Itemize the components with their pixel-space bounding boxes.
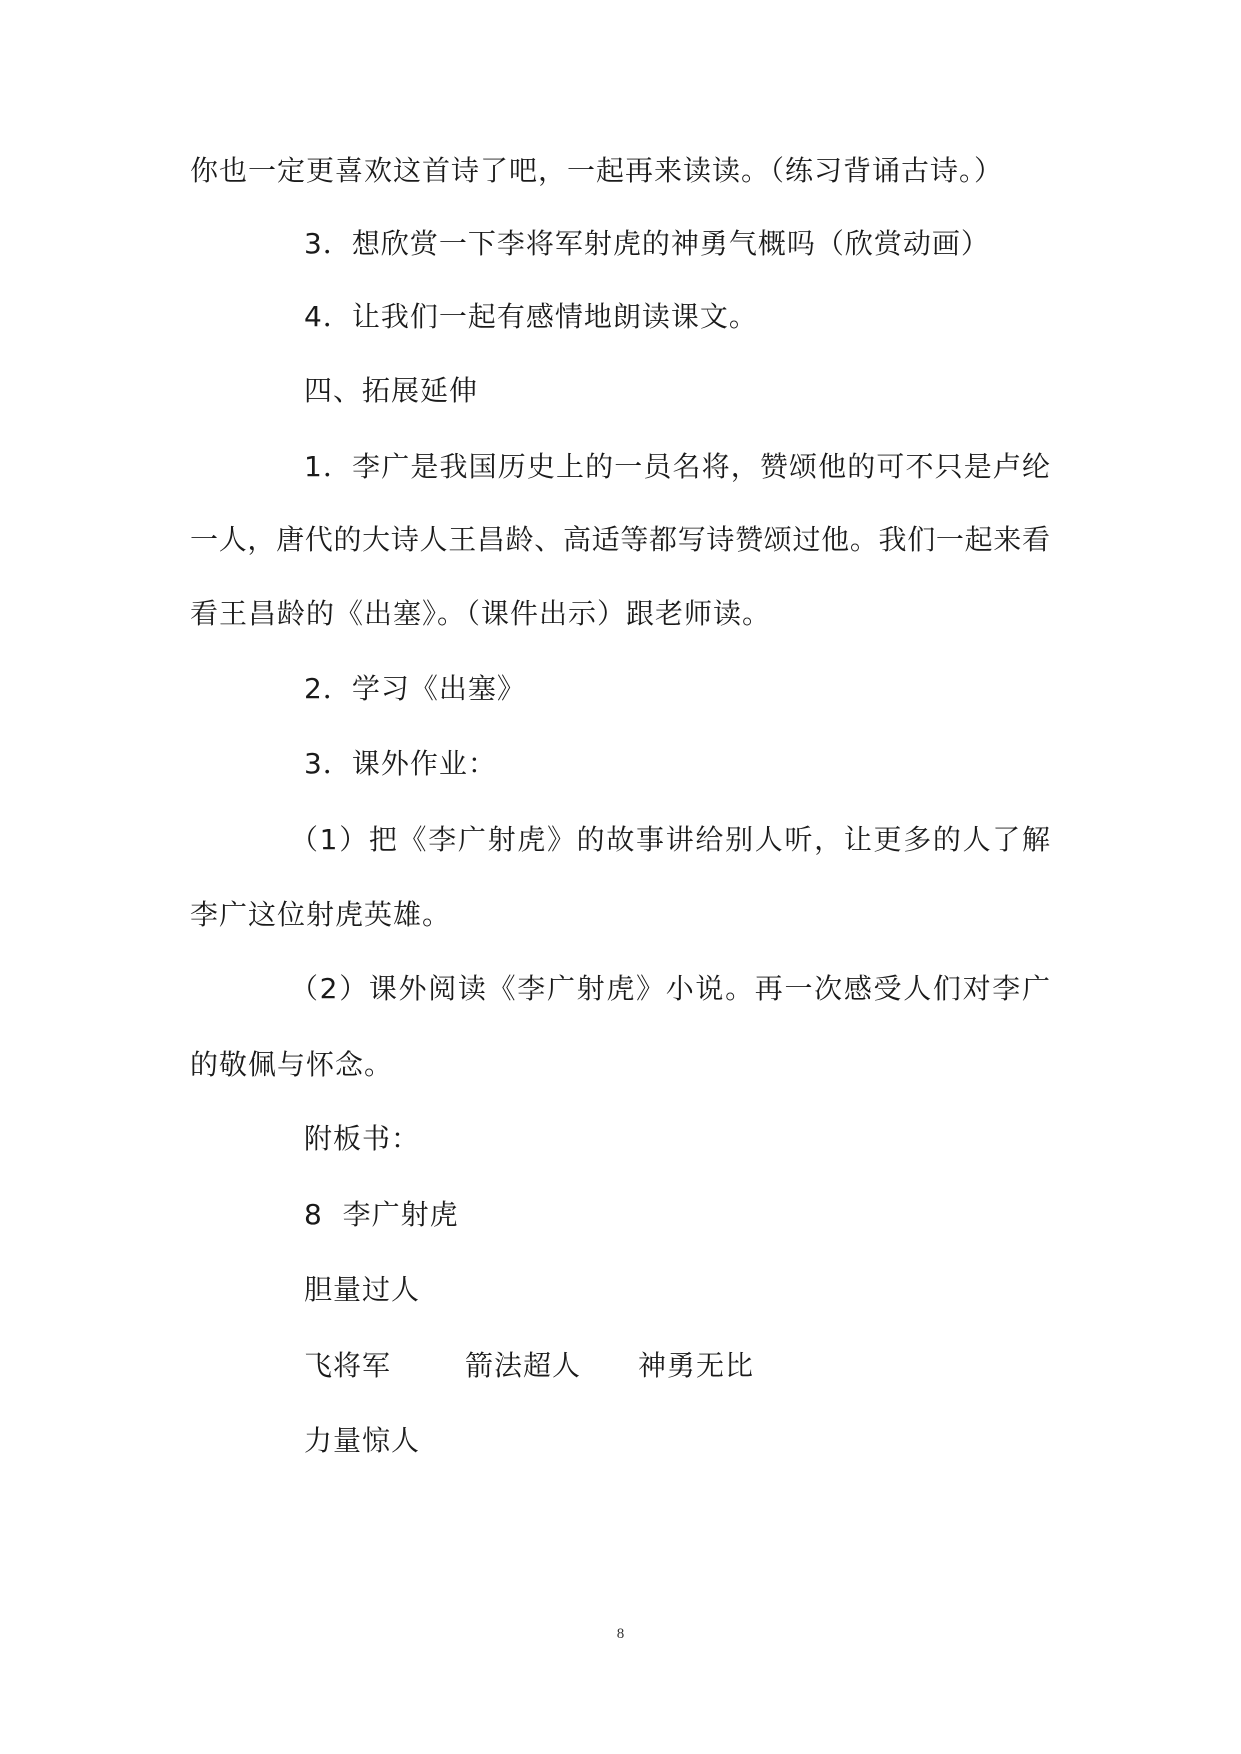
paragraph-item-3-homework: 3．课外作业： [304,747,497,780]
paragraph-line: 1．李广是我国历史上的一员名将，赞颂他的可不只是卢纶 [304,450,1050,483]
paragraph-item-3: 3．想欣赏一下李将军射虎的神勇气概吗（欣赏动画） [304,227,990,260]
board-title: 8 李广射虎 [304,1198,459,1231]
paragraph-line: 一人，唐代的大诗人王昌龄、高适等都写诗赞颂过他。我们一起来看 [190,523,1050,556]
paragraph-item-4: 4．让我们一起有感情地朗读课文。 [304,300,758,333]
section-heading: 四、拓展延伸 [304,374,479,407]
board-heading: 附板书： [304,1122,421,1155]
page-number: 8 [616,1626,625,1642]
paragraph-line: 的敬佩与怀念。 [190,1048,394,1081]
paragraph-line: （2）课外阅读《李广射虎》小说。再一次感受人们对李广 [290,972,1050,1005]
paragraph-line: 李广这位射虎英雄。 [190,898,452,931]
paragraph-line: （1）把《李广射虎》的故事讲给别人听，让更多的人了解 [290,823,1050,856]
board-item: 神勇无比 [638,1349,755,1382]
board-item: 箭法超人 [465,1349,582,1382]
board-item: 飞将军 [304,1349,392,1382]
board-line: 力量惊人 [304,1424,421,1457]
paragraph-item-2: 2．学习《出塞》 [304,672,526,705]
paragraph-line: 你也一定更喜欢这首诗了吧，一起再来读读。（练习背诵古诗。） [190,154,1004,187]
board-row [304,1346,754,1386]
board-line: 胆量过人 [304,1273,421,1306]
paragraph-line: 看王昌龄的《出塞》。（课件出示）跟老师读。 [190,597,772,630]
